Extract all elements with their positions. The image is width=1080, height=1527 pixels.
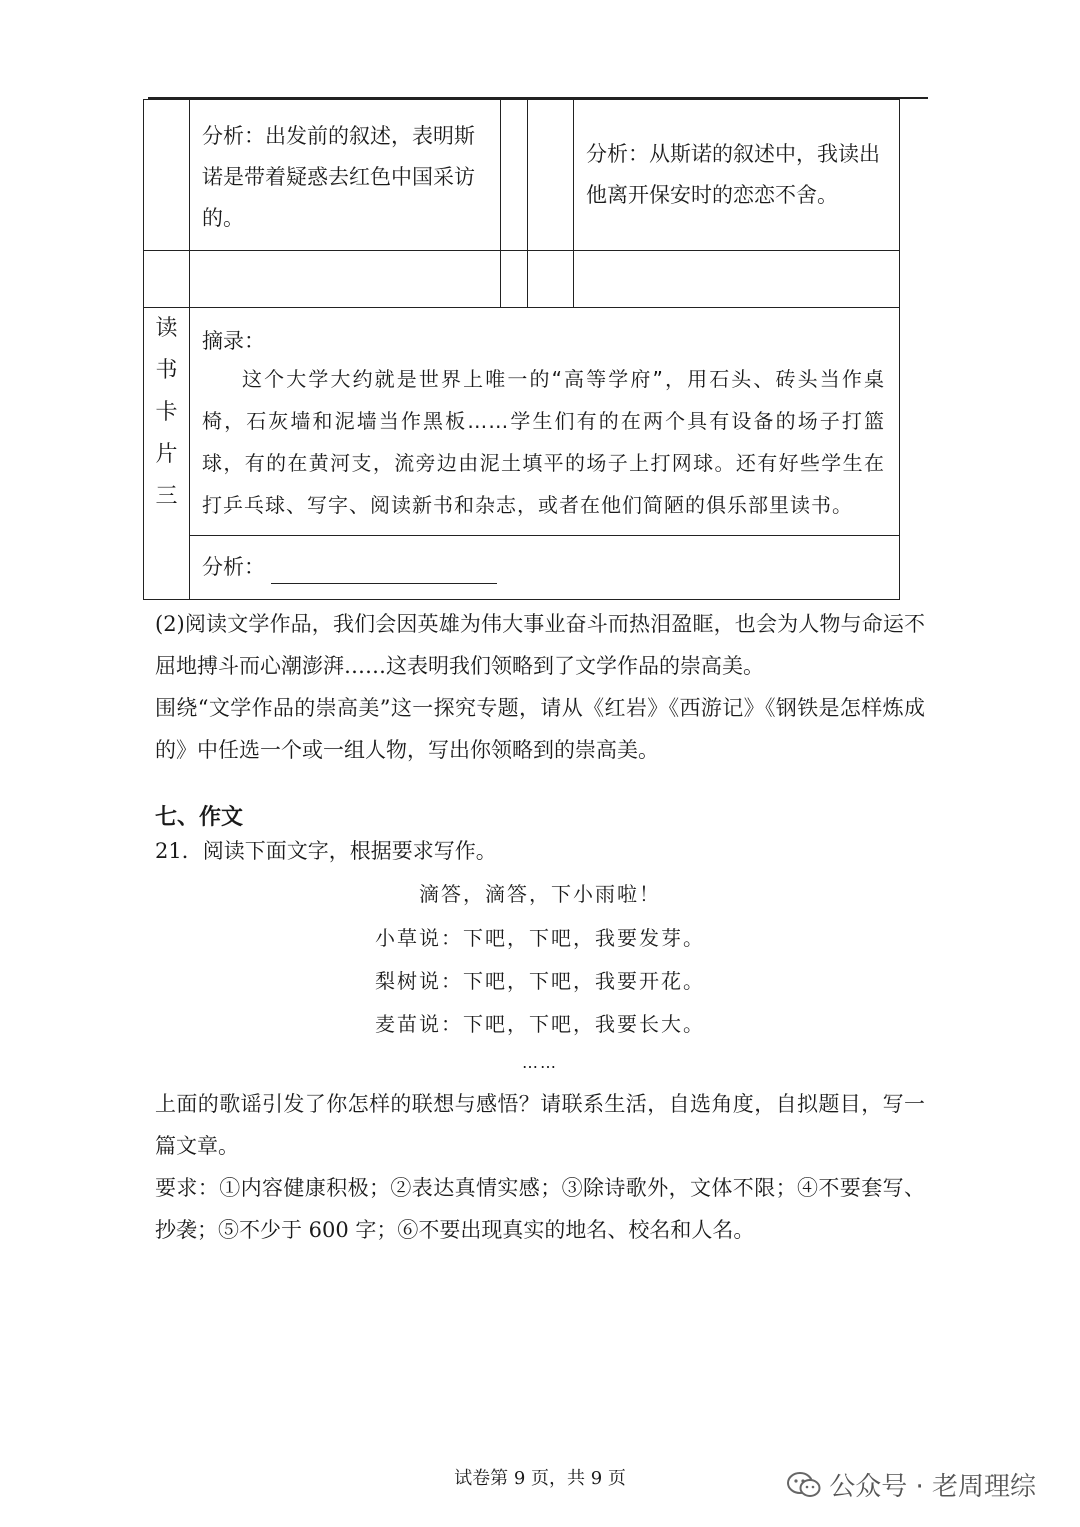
card3-vertical-label: 读 书 卡 片 三 xyxy=(155,316,178,509)
card2-left-analysis: 分析：出发前的叙述，表明斯诺是带着疑惑去红色中国采访的。 xyxy=(202,124,475,230)
card3-analysis-row xyxy=(144,536,900,600)
writing-prompt: 上面的歌谣引发了你怎样的联想与感悟？请联系生活，自选角度，自拟题目，写一篇文章。 xyxy=(155,1092,925,1158)
card2-empty-row xyxy=(144,251,900,308)
poem-line-3: 梨树说：下吧，下吧，我要开花。 xyxy=(375,969,705,993)
reading-card-table xyxy=(143,99,900,600)
card3-excerpt-row xyxy=(144,308,900,536)
card2-mid-cell xyxy=(528,100,574,251)
card3-label-cell xyxy=(144,308,190,600)
section7-heading: 七、作文 xyxy=(155,805,244,830)
question21-text: 21．阅读下面文字，根据要求写作。 xyxy=(155,839,497,863)
wechat-watermark xyxy=(787,1466,1036,1503)
card3-excerpt-cell xyxy=(190,308,900,536)
card2-left-analysis-cell xyxy=(190,100,501,251)
page-footer: 试卷第 9 页，共 9 页 xyxy=(454,1468,626,1489)
question2-intro: (2)阅读文学作品，我们会因英雄为伟大事业奋斗而热泪盈眶，也会为人物与命运不屈地搏斗而心潮澎湃……这表明我们领略到了文学作品的崇高美。 xyxy=(155,612,925,678)
writing-requirements: 要求：①内容健康积极；②表达真情实感；③除诗歌外，文体不限；④不要套写、抄袭；⑤不少于 600 字；⑥不要出现真实的地名、校名和人名。 xyxy=(155,1176,925,1242)
poem-ellipsis: …… xyxy=(522,1053,558,1072)
poem-line-2: 小草说：下吧，下吧，我要发芽。 xyxy=(375,926,705,950)
card3-answer-blank[interactable] xyxy=(271,559,497,584)
card2-right-analysis: 分析：从斯诺的叙述中，我读出他离开保安时的恋恋不舍。 xyxy=(586,142,880,207)
card2-right-analysis-cell xyxy=(574,100,900,251)
question2-task: 围绕“文学作品的崇高美”这一探究专题，请从《红岩》《西游记》《钢铁是怎样炼成的》中任选一个或一组人物，写出你领略到的崇高美。 xyxy=(155,696,925,762)
poem-line-1: 滴答，滴答，下小雨啦！ xyxy=(419,882,661,906)
card3-analysis-cell xyxy=(190,536,900,600)
card2-label-cell xyxy=(144,100,190,251)
watermark-text: 公众号 · 老周理综 xyxy=(829,1472,1036,1502)
card3-excerpt-text: 这个大学大约就是世界上唯一的“高等学府”，用石头、砖头当作桌椅，石灰墙和泥墙当作黑板……学生们有的在两个具有设备的场子打篮球，有的在黄河支，流旁边由泥土填平的场子上打网球。还有好些学生在打乒乓球、写字、阅读新书和杂志，或者在他们简陋的俱乐部里读书。 xyxy=(202,367,885,517)
card2-analysis-row xyxy=(144,100,900,251)
wechat-icon xyxy=(787,1471,821,1499)
card3-excerpt-title: 摘录： xyxy=(202,329,265,353)
card3-analysis-label: 分析： xyxy=(202,555,265,579)
poem-line-4: 麦苗说：下吧，下吧，我要长大。 xyxy=(375,1012,705,1036)
card2-gap-cell xyxy=(501,100,528,251)
